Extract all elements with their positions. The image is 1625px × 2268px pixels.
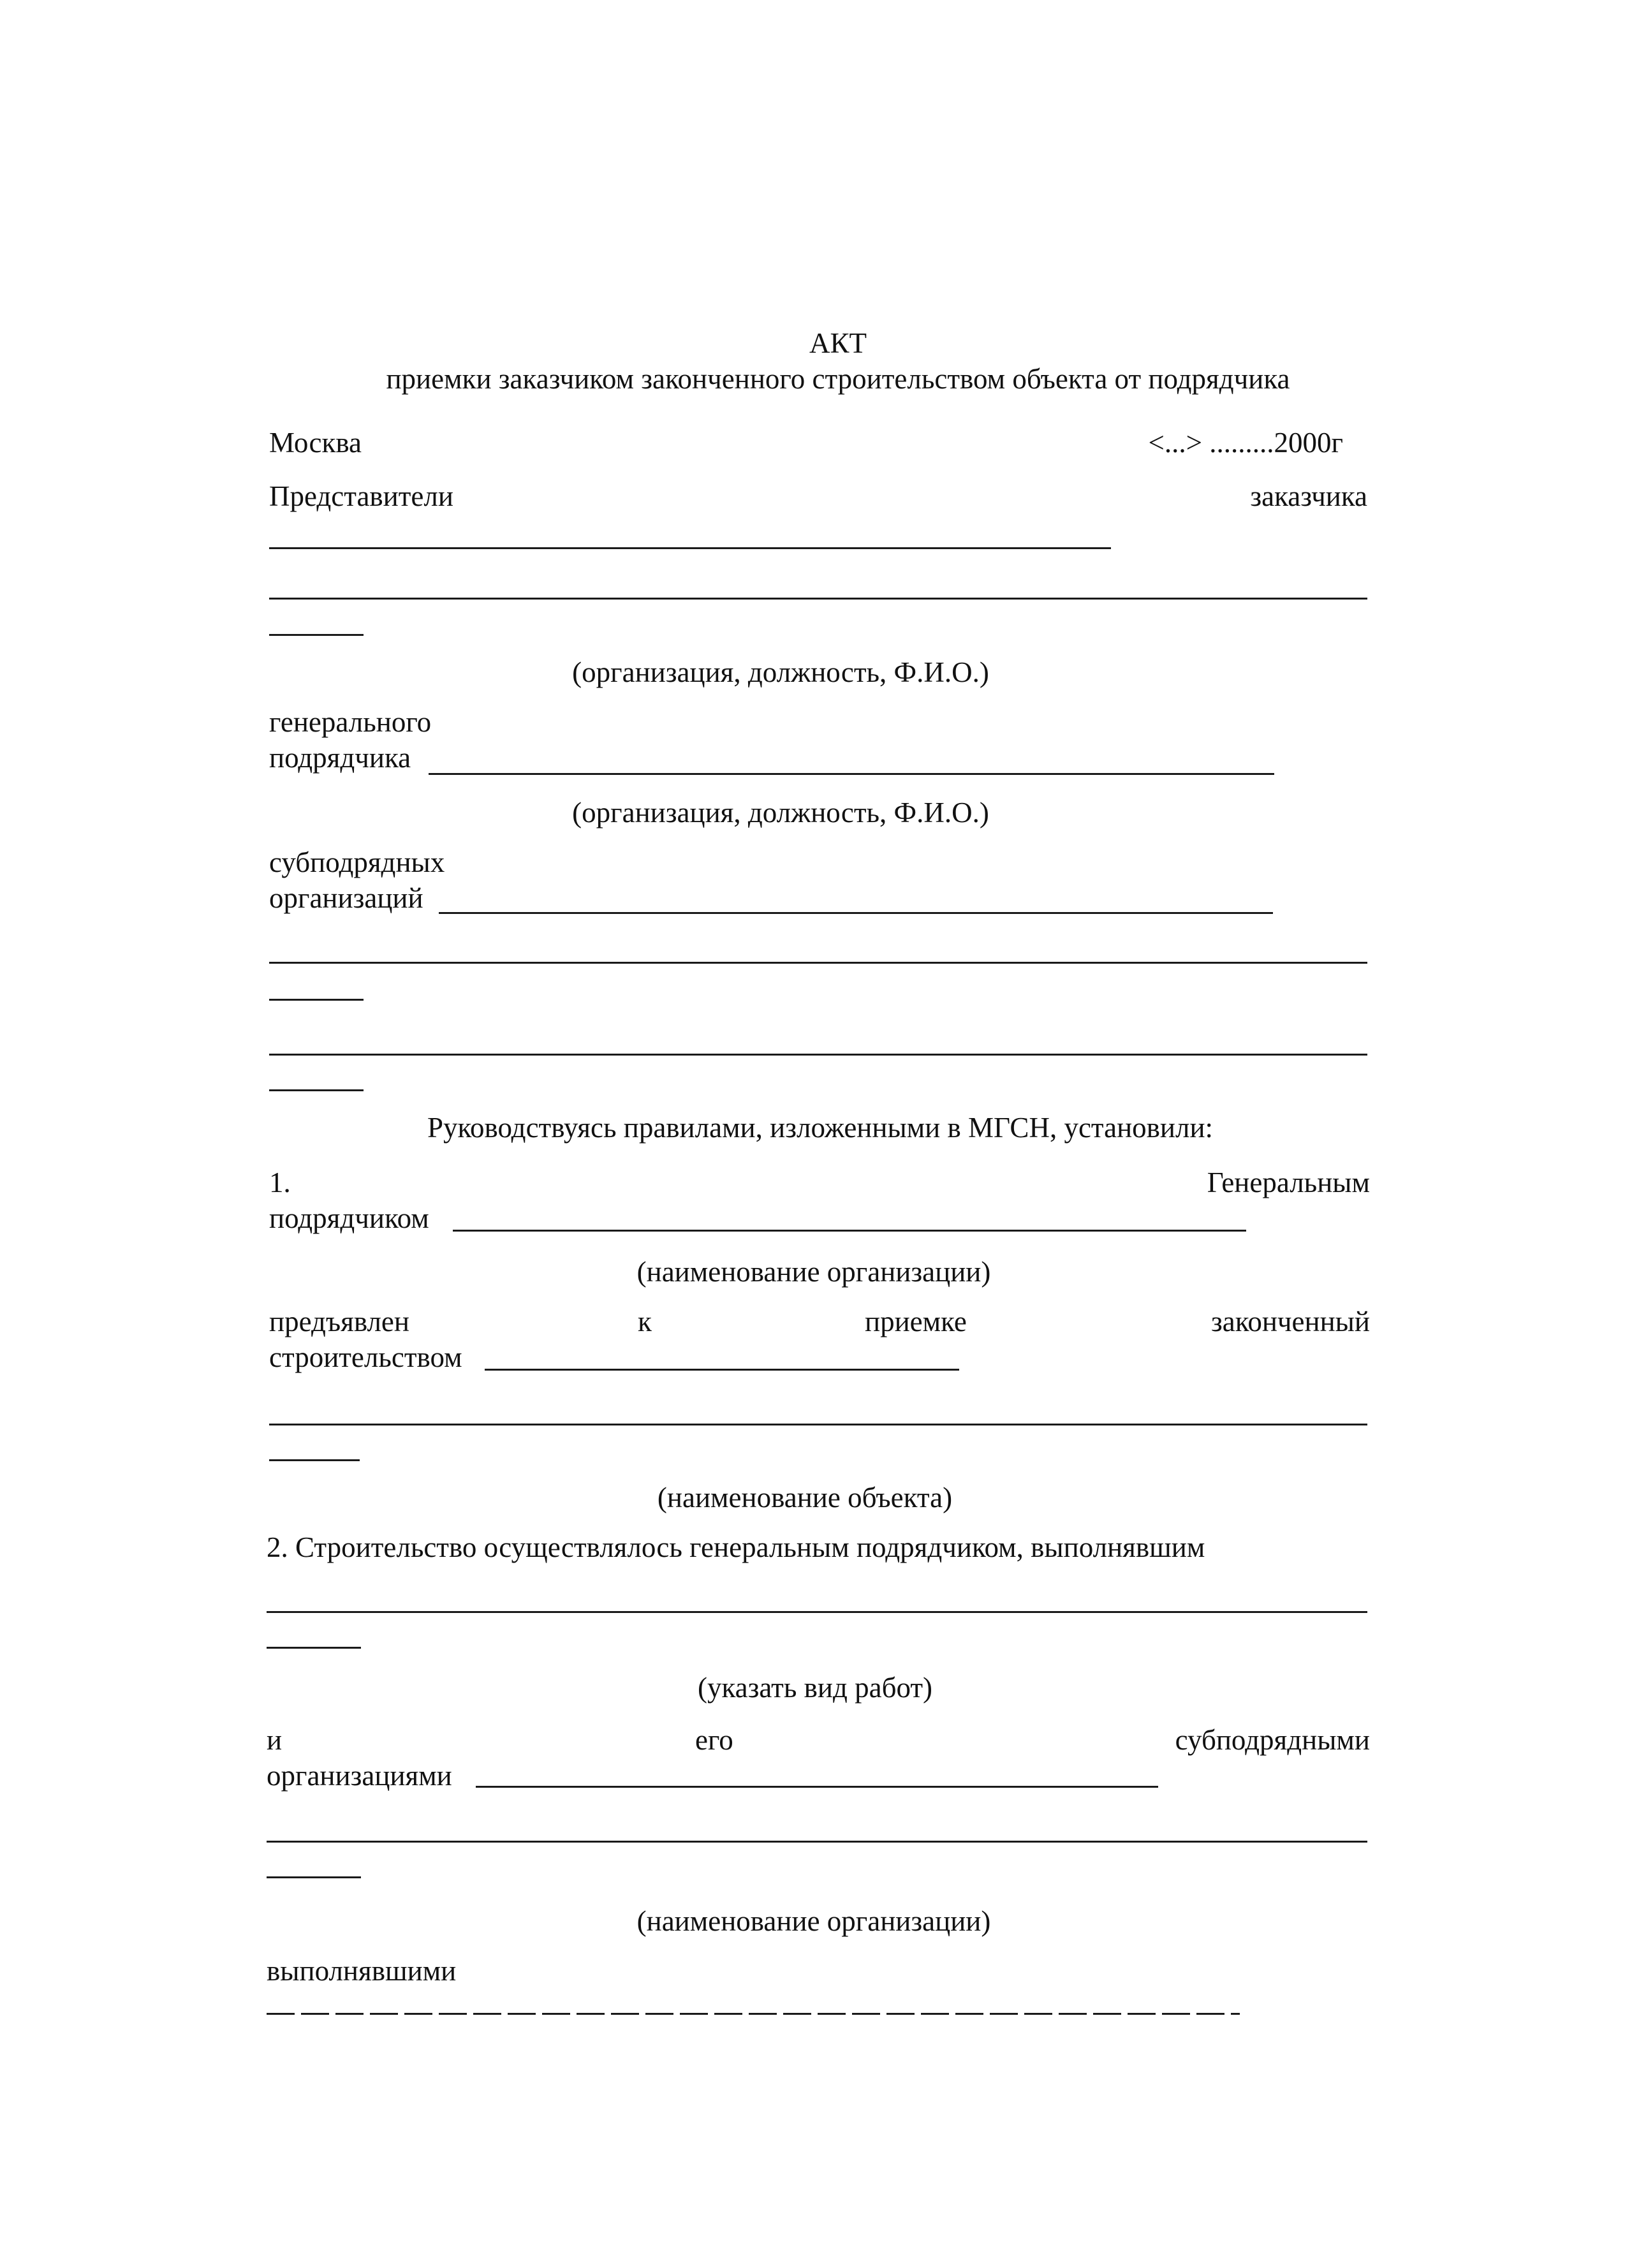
subcontractors-label-line1: субподрядных (269, 846, 445, 878)
subcontractors-field-line (269, 962, 1367, 964)
subcontractors-field-line (269, 1054, 1367, 1056)
general-contractor-caption: (организация, должность, Ф.И.О.) (572, 797, 989, 828)
and-word: и (267, 1724, 283, 1756)
representatives-label: Представители (269, 480, 453, 512)
general-contractor-field-line (429, 773, 1274, 775)
customer-field-line (269, 634, 364, 636)
organizations-label: организациями (267, 1760, 452, 1792)
performing-field-line (267, 2013, 1240, 2015)
sub-org-field-line (267, 1841, 1367, 1843)
object-name-field-line (269, 1424, 1367, 1425)
customer-field-line (269, 598, 1367, 600)
work-type-field-line (267, 1647, 361, 1649)
sub-org-field-line (267, 1876, 361, 1878)
and-word: субподрядными (1175, 1724, 1370, 1756)
item2-statement: 2. Строительство осуществлялось генеральным подрядчиком, выполнявшим (267, 1531, 1205, 1563)
item1-contractor-label: подрядчиком (269, 1202, 429, 1234)
object-caption: (наименование объекта) (657, 1482, 953, 1513)
subcontractors-field-line (269, 1089, 364, 1091)
presented-word: законченный (1211, 1306, 1370, 1337)
guided-statement: Руководствуясь правилами, изложенными в МГСН, установили: (427, 1112, 1214, 1144)
customer-field-line (269, 547, 1111, 549)
sub-org-field-line (476, 1786, 1158, 1788)
work-type-field-line (267, 1611, 1367, 1613)
item1-general: Генеральным (1207, 1167, 1370, 1198)
contractor-name-field-line (453, 1230, 1246, 1232)
general-contractor-label-line1: генерального (269, 706, 432, 738)
document-title: АКТ (809, 327, 867, 359)
item1-number: 1. (269, 1167, 291, 1198)
org-name-caption-2: (наименование организации) (636, 1905, 991, 1937)
and-word: его (695, 1724, 733, 1756)
customer-label: заказчика (1250, 480, 1367, 512)
presented-word: приемке (865, 1306, 967, 1337)
city: Москва (269, 427, 362, 459)
presented-word: к (638, 1306, 652, 1337)
work-type-caption: (указать вид работ) (697, 1672, 933, 1704)
subcontractors-field-line (439, 912, 1273, 914)
subcontractors-field-line (269, 999, 364, 1001)
customer-caption: (организация, должность, Ф.И.О.) (572, 656, 989, 688)
presented-word: предъявлен (269, 1306, 409, 1337)
general-contractor-label-line2: подрядчика (269, 742, 411, 774)
object-name-field-line (485, 1369, 959, 1371)
construction-label: строительством (269, 1341, 462, 1373)
object-name-field-line (269, 1459, 360, 1461)
org-name-caption: (наименование организации) (636, 1256, 991, 1288)
performing-label: выполнявшими (267, 1955, 457, 1987)
document-subtitle: приемки заказчиком законченного строительством объекта от подрядчика (386, 363, 1290, 395)
subcontractors-label-line2: организаций (269, 882, 423, 914)
document-date: <...> .........2000г (1148, 427, 1343, 459)
